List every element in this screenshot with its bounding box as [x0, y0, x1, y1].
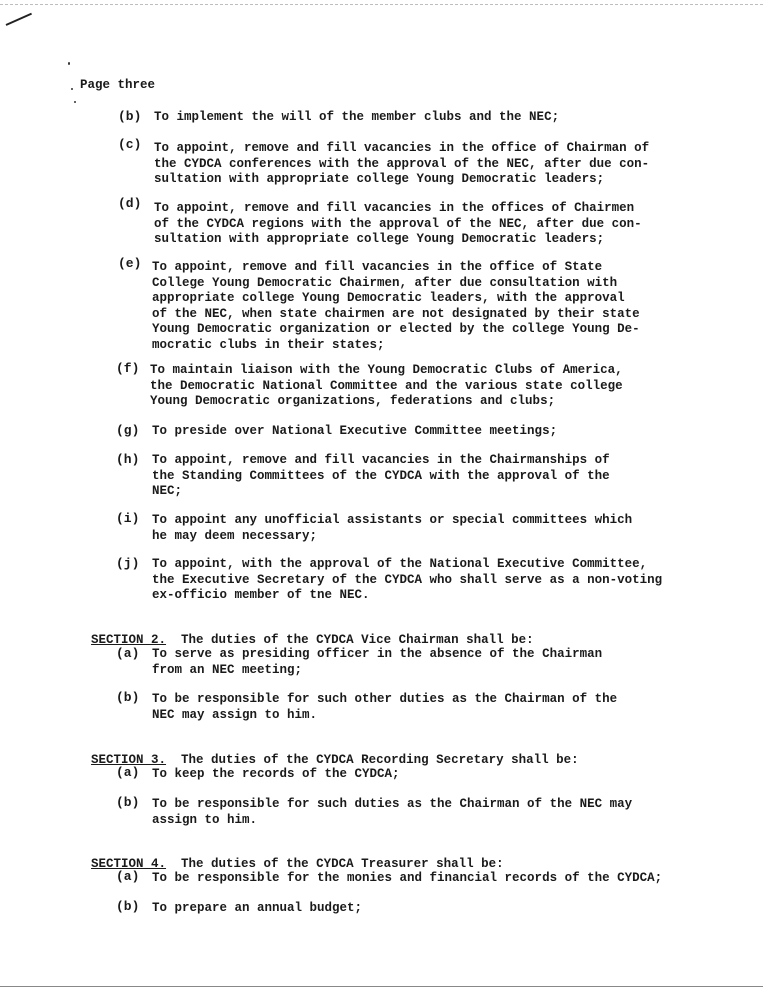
item-g-marker: (g): [116, 423, 140, 438]
item-i-text: To appoint any unofficial assistants or special committees which he may deem necessary;: [152, 513, 633, 543]
section-2-item-b-text: To be responsible for such other duties as the Chairman of the NEC may assign to him.: [152, 692, 618, 722]
section-3-item-a-marker: (a): [116, 765, 140, 780]
scan-speck: [68, 62, 70, 65]
item-e-text: To appoint, remove and fill vacancies in the office of State College Young Democratic Chairmen, after due consultation with appropriate college Young Democratic leaders, with the approval of the NEC, when state chairmen are not designated by their state Young Democratic organization or elected by the college Young De- mocratic clubs in their states;: [152, 260, 640, 352]
item-c-marker: (c): [118, 137, 142, 152]
item-j-text: To appoint, with the approval of the National Executive Committee, the Executive Secretary of the CYDCA who shall serve as a non-voting ex-officio member of tne NEC.: [152, 557, 663, 603]
section-4-title: SECTION 4.: [91, 856, 167, 871]
item-c-text: To appoint, remove and fill vacancies in the office of Chairman of the CYDCA conferences with the approval of the NEC, after due con- sultation with appropriate college Young Democratic leaders;: [154, 141, 650, 187]
item-d-text: To appoint, remove and fill vacancies in the offices of Chairmen of the CYDCA regions with the approval of the NEC, after due con- sultation with appropriate college Young Democratic leaders;: [154, 201, 642, 247]
section-3-item-b-marker: (b): [116, 795, 140, 810]
scan-bottom-edge: [0, 986, 763, 987]
scan-speck: [74, 101, 76, 103]
section-2-item-a-marker: (a): [116, 646, 140, 661]
section-2-title: SECTION 2.: [91, 632, 167, 647]
section-4-item-a-text: To be responsible for the monies and financial records of the CYDCA;: [152, 871, 663, 885]
section-3-heading: [76, 737, 579, 768]
section-2-item-a-text: To serve as presiding officer in the absence of the Chairman from an NEC meeting;: [152, 647, 603, 677]
item-f-marker: (f): [116, 361, 140, 376]
section-4-heading: [76, 841, 504, 872]
item-f-text: To maintain liaison with the Young Democratic Clubs of America, the Democratic National Committee and the various state college Young Democratic organizations, federations and clubs;: [150, 363, 623, 409]
item-d-marker: (d): [118, 196, 142, 211]
item-h-text: To appoint, remove and fill vacancies in the Chairmanships of the Standing Committees of the CYDCA with the approval of the NEC;: [152, 453, 610, 499]
section-3-item-a-text: To keep the records of the CYDCA;: [152, 767, 400, 781]
section-2-heading: [76, 617, 534, 648]
item-h-marker: (h): [116, 452, 140, 467]
item-g-text: To preside over National Executive Committee meetings;: [152, 424, 558, 438]
section-4-item-a-marker: (a): [116, 869, 140, 884]
page-label: Page three: [80, 78, 156, 92]
item-b-marker: (b): [118, 109, 142, 124]
section-3-title: SECTION 3.: [91, 752, 167, 767]
section-2-intro: The duties of the CYDCA Vice Chairman shall be:: [181, 632, 534, 647]
section-4-intro: The duties of the CYDCA Treasurer shall be:: [181, 856, 504, 871]
scan-pen-mark: [6, 13, 32, 26]
scan-speck: [71, 88, 73, 90]
item-j-marker: (j): [116, 556, 140, 571]
section-2-item-b-marker: (b): [116, 690, 140, 705]
section-3-intro: The duties of the CYDCA Recording Secretary shall be:: [181, 752, 579, 767]
scan-top-edge: [0, 4, 763, 5]
item-b-text: To implement the will of the member clubs and the NEC;: [154, 110, 560, 124]
item-i-marker: (i): [116, 511, 140, 526]
section-4-item-b-text: To prepare an annual budget;: [152, 901, 363, 915]
item-e-marker: (e): [118, 256, 142, 271]
section-4-item-b-marker: (b): [116, 899, 140, 914]
section-3-item-b-text: To be responsible for such duties as the Chairman of the NEC may assign to him.: [152, 797, 633, 827]
